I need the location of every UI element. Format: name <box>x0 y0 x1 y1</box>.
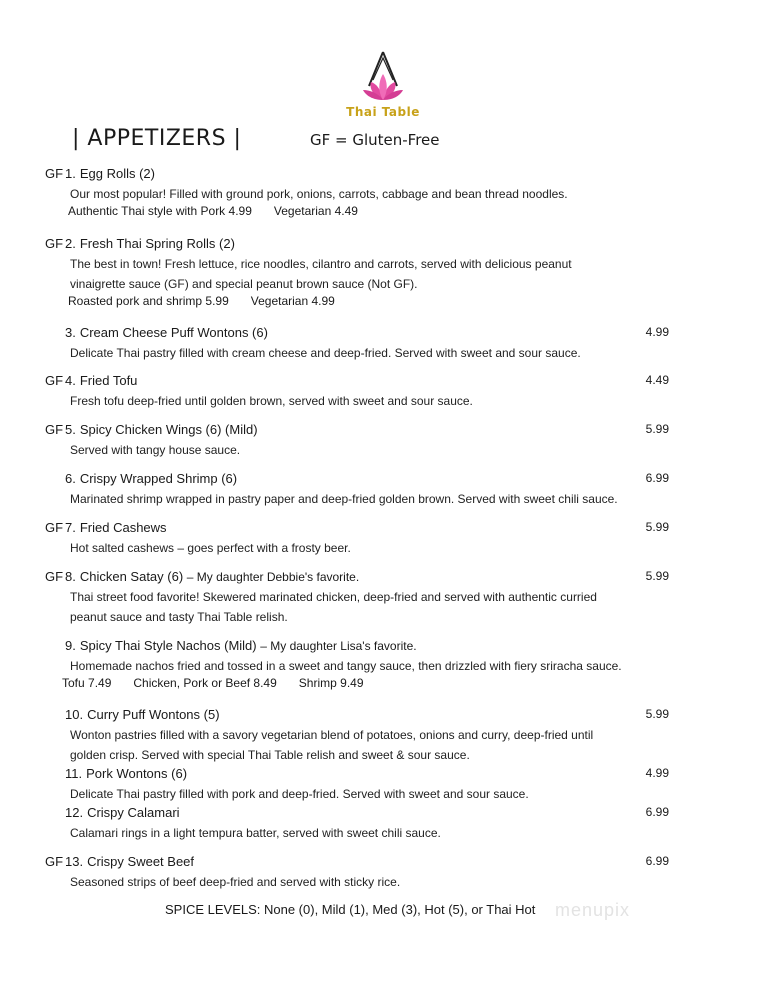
page-title: | APPETIZERS | <box>72 126 242 151</box>
item-price: 6.99 <box>645 805 669 819</box>
item-price: 5.99 <box>645 569 669 583</box>
gf-tag: GF <box>45 569 64 584</box>
item-name: Crispy Calamari <box>87 805 180 820</box>
item-number: 12. <box>65 805 84 820</box>
item-price: 4.99 <box>645 766 669 780</box>
item-name: Spicy Chicken Wings (6) (Mild) <box>79 422 258 437</box>
price-option: Roasted pork and shrimp 5.99 <box>68 294 229 308</box>
item-name: Crispy Wrapped Shrimp (6) <box>79 471 238 486</box>
item-description: Fresh tofu deep-fried until golden brown, served with sweet and sour sauce. <box>70 394 473 408</box>
item-note: – My daughter Debbie's favorite. <box>186 570 360 584</box>
gf-tag: GF <box>45 520 64 535</box>
item-number: 7. <box>65 520 76 535</box>
menu-item <box>45 325 685 363</box>
price-option: Vegetarian 4.99 <box>250 294 335 308</box>
menu-item <box>45 166 685 222</box>
menu-item <box>45 373 685 411</box>
item-name: Pork Wontons (6) <box>86 766 188 781</box>
item-description-continued: vinaigrette sauce (GF) and special peanut brown sauce (Not GF). <box>70 277 418 291</box>
menu-item <box>45 520 685 558</box>
item-description: Delicate Thai pastry filled with pork and deep-fried. Served with sweet and sour sauce. <box>70 787 529 801</box>
menu-item <box>45 805 685 843</box>
item-number: 5. <box>65 422 76 437</box>
item-description: Our most popular! Filled with ground pork, onions, carrots, cabbage and bean thread noodles. <box>70 187 568 201</box>
item-description: Hot salted cashews – goes perfect with a frosty beer. <box>70 541 351 555</box>
price-option: Authentic Thai style with Pork 4.99 <box>68 204 252 218</box>
item-number: 6. <box>65 471 76 486</box>
item-name: Fried Cashews <box>79 520 167 535</box>
menu-item <box>45 422 685 460</box>
item-number: 9. <box>65 638 76 653</box>
item-name: Crispy Sweet Beef <box>87 854 195 869</box>
item-description-continued: golden crisp. Served with special Thai Table relish and sweet & sour sauce. <box>70 748 470 762</box>
item-description: The best in town! Fresh lettuce, rice noodles, cilantro and carrots, served with delicious peanut <box>70 257 572 271</box>
item-name: Curry Puff Wontons (5) <box>87 707 220 722</box>
price-option: Chicken, Pork or Beef 8.49 <box>133 676 277 690</box>
item-number: 10. <box>65 707 84 722</box>
item-number: 13. <box>65 854 84 869</box>
gf-tag: GF <box>45 236 64 251</box>
item-number: 11. <box>65 766 83 781</box>
price-option: Vegetarian 4.49 <box>273 204 358 218</box>
item-number: 4. <box>65 373 76 388</box>
item-note: – My daughter Lisa's favorite. <box>260 639 417 653</box>
item-name: Egg Rolls (2) <box>79 166 155 181</box>
spice-levels: SPICE LEVELS: None (0), Mild (1), Med (3), Hot (5), or Thai Hot <box>165 902 536 917</box>
item-price: 6.99 <box>645 854 669 868</box>
gf-tag: GF <box>45 166 64 181</box>
menu-item <box>45 236 685 312</box>
menu-item <box>45 766 685 804</box>
item-description: Thai street food favorite! Skewered marinated chicken, deep-fried and served with authentic curried <box>70 590 597 604</box>
menu-item <box>45 707 685 765</box>
item-name: Fresh Thai Spring Rolls (2) <box>79 236 235 251</box>
item-price: 5.99 <box>645 422 669 436</box>
item-name: Spicy Thai Style Nachos (Mild) <box>79 638 257 653</box>
item-price: 5.99 <box>645 707 669 721</box>
gf-tag: GF <box>45 854 64 869</box>
item-name: Fried Tofu <box>79 373 138 388</box>
item-number: 3. <box>65 325 76 340</box>
logo-text: Thai Table <box>346 105 420 119</box>
menu-item <box>45 854 685 892</box>
gf-tag: GF <box>45 373 64 388</box>
temple-lotus-icon <box>359 50 407 105</box>
price-options <box>45 676 685 694</box>
item-number: 1. <box>65 166 76 181</box>
item-description: Wonton pastries filled with a savory vegetarian blend of potatoes, onions and curry, deep-fried until <box>70 728 594 742</box>
item-description: Served with tangy house sauce. <box>70 443 241 457</box>
item-price: 4.99 <box>645 325 669 339</box>
gluten-free-legend: GF = Gluten-Free <box>310 131 440 149</box>
item-name: Chicken Satay (6) <box>79 569 184 584</box>
price-option: Shrimp 9.49 <box>298 676 364 690</box>
price-options <box>45 204 685 222</box>
menu-item <box>45 638 685 694</box>
item-number: 8. <box>65 569 76 584</box>
item-name: Cream Cheese Puff Wontons (6) <box>79 325 268 340</box>
item-number: 2. <box>65 236 76 251</box>
item-description-continued: peanut sauce and tasty Thai Table relish. <box>70 610 288 624</box>
item-price: 6.99 <box>645 471 669 485</box>
price-options <box>45 294 685 312</box>
menu-item <box>45 569 685 627</box>
item-description: Delicate Thai pastry filled with cream cheese and deep-fried. Served with sweet and sour sauce. <box>70 346 581 360</box>
item-price: 4.49 <box>645 373 669 387</box>
item-description: Seasoned strips of beef deep-fried and served with sticky rice. <box>70 875 401 889</box>
gf-tag: GF <box>45 422 64 437</box>
item-price: 5.99 <box>645 520 669 534</box>
menu-item <box>45 471 685 509</box>
price-option: Tofu 7.49 <box>62 676 112 690</box>
item-description: Calamari rings in a light tempura batter, served with sweet chili sauce. <box>70 826 441 840</box>
watermark: menupix <box>555 900 631 920</box>
item-description: Marinated shrimp wrapped in pastry paper and deep-fried golden brown. Served with sweet chili sauce. <box>70 492 618 506</box>
thai-table-logo <box>333 50 433 122</box>
item-description: Homemade nachos fried and tossed in a sweet and tangy sauce, then drizzled with fiery sriracha sauce. <box>70 659 622 673</box>
